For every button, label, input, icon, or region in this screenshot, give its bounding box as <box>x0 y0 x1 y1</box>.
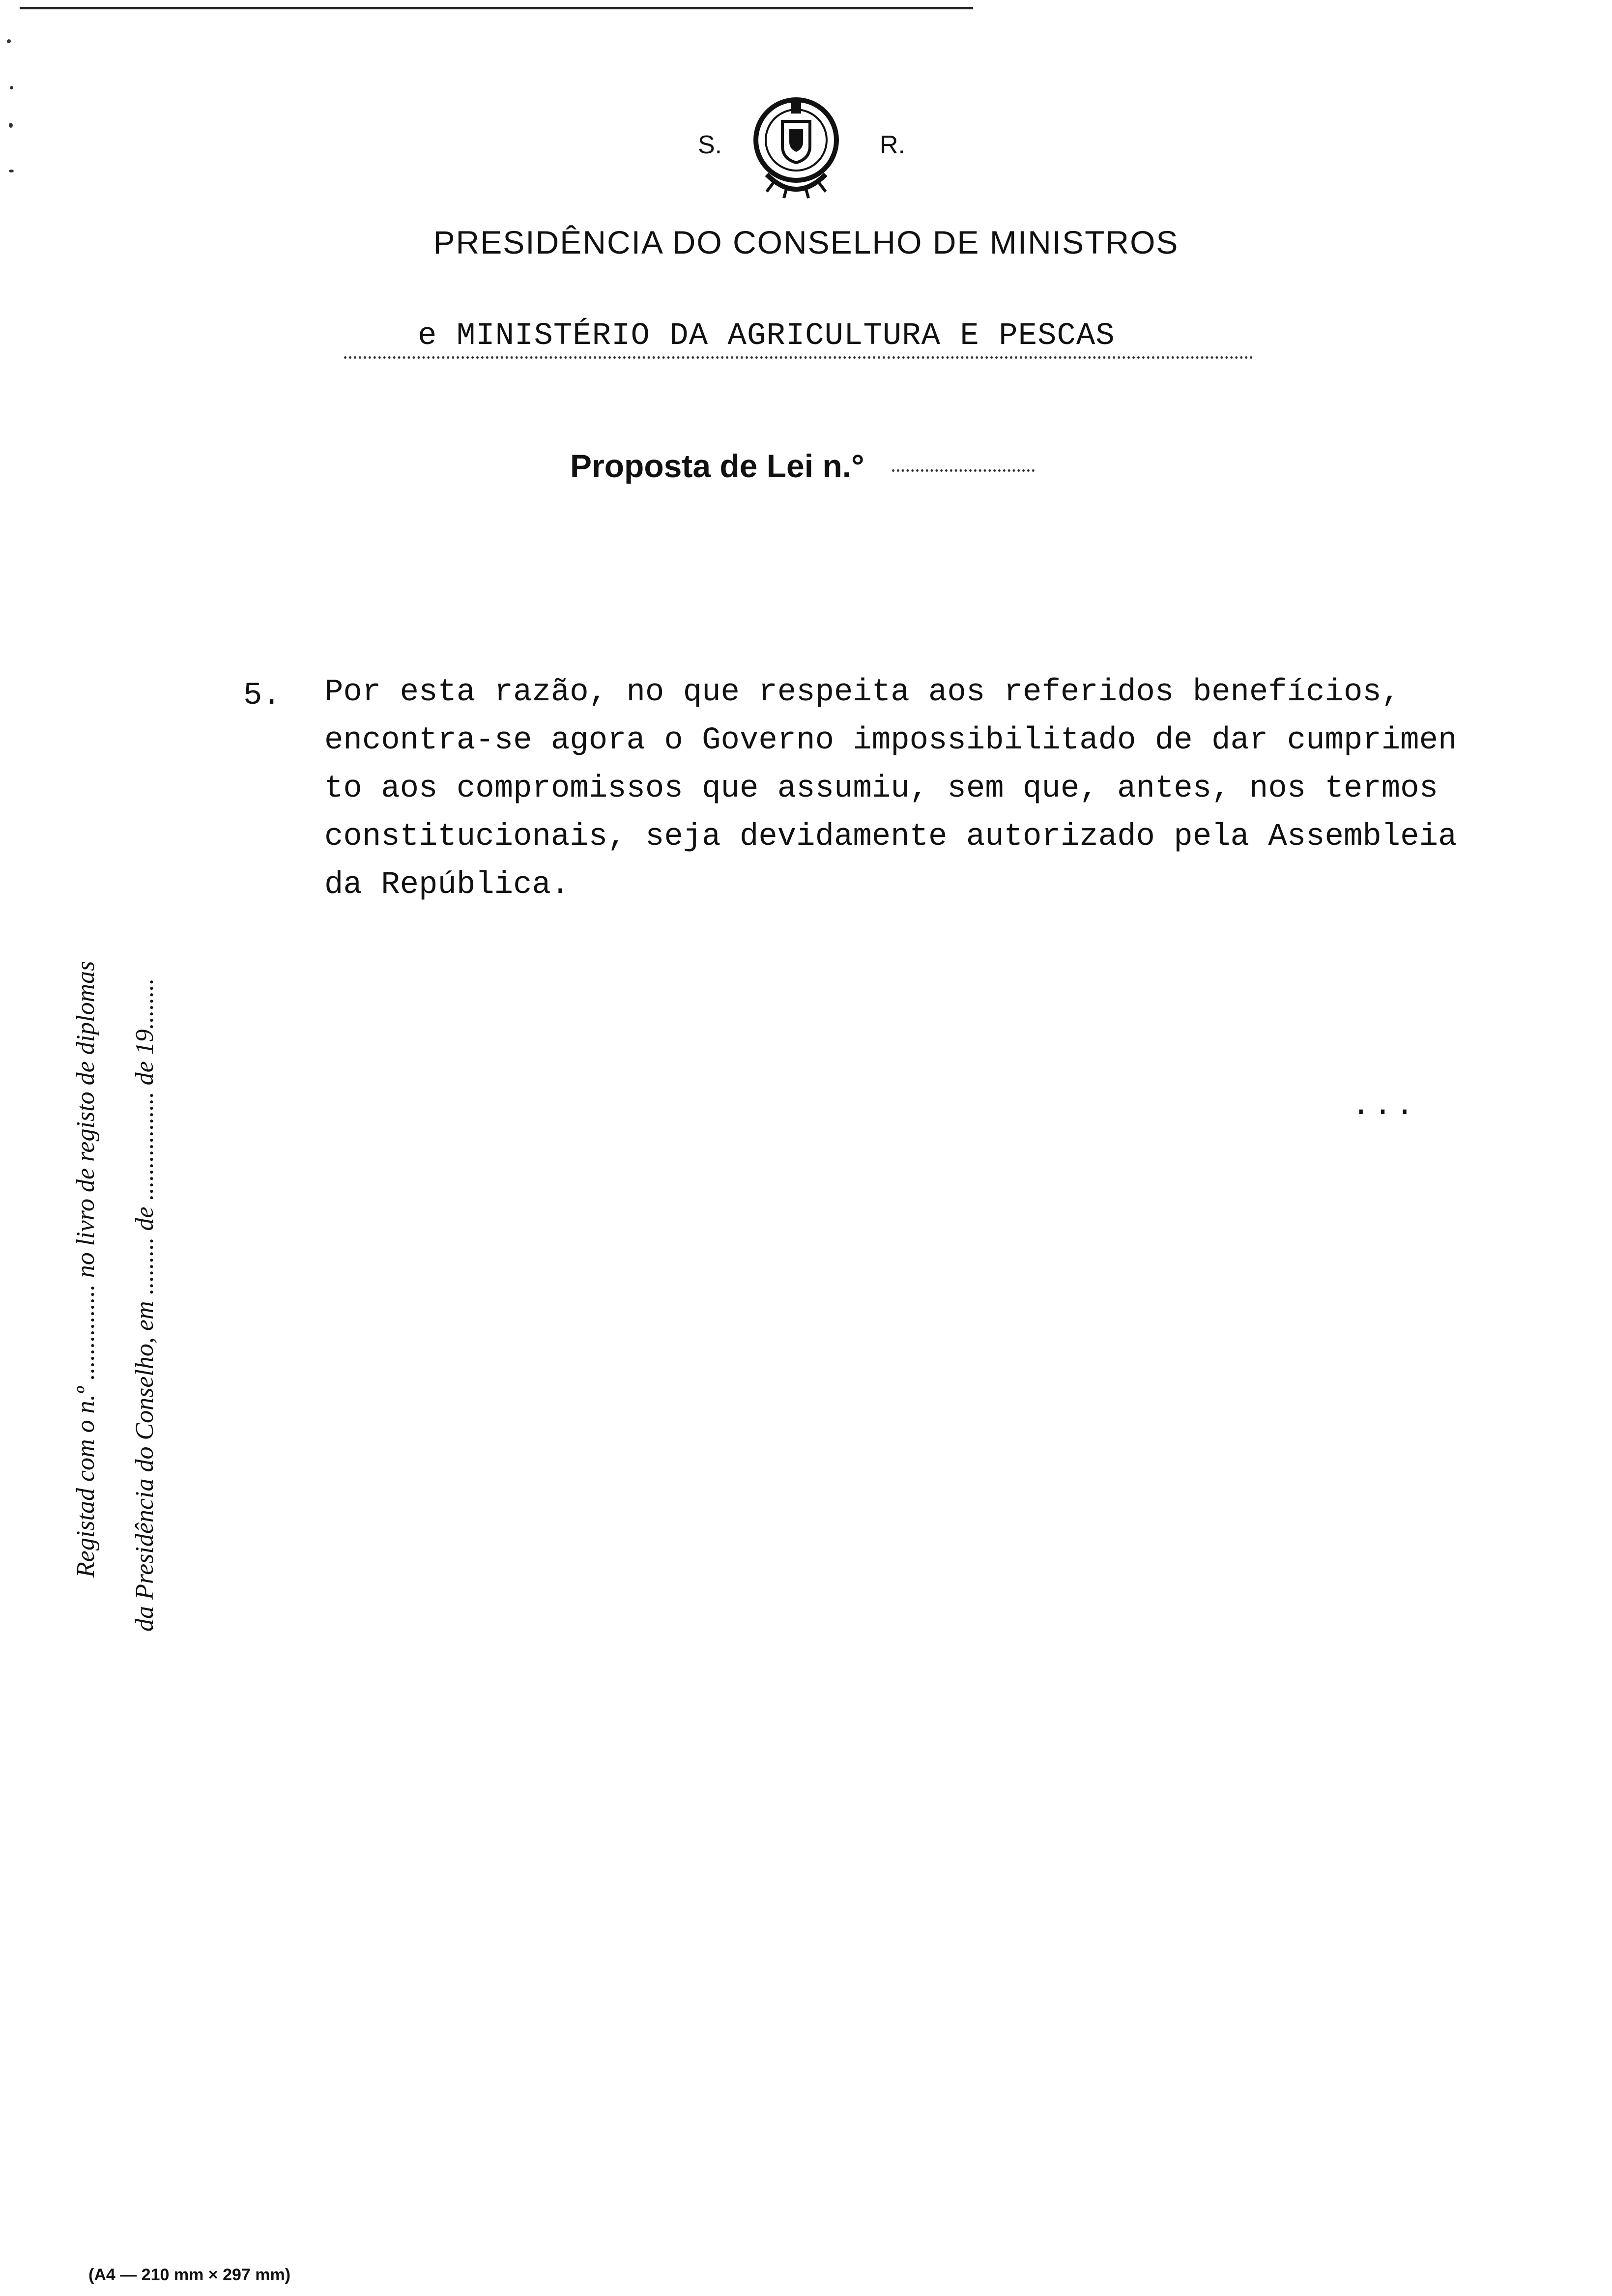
r-label: R. <box>880 131 905 159</box>
continuation-mark: ... <box>1352 1089 1417 1124</box>
coat-of-arms-icon <box>747 91 845 204</box>
scan-speck <box>9 170 14 172</box>
paragraph-line: Por esta razão, no que respeita aos referidos benefícios, <box>324 675 1401 710</box>
paper-size-note: (A4 — 210 mm × 297 mm) <box>88 2266 291 2284</box>
proposta-number-blank <box>892 469 1035 472</box>
margin-registry-line-1: Registad com o n.º ............... no livro de registo de diplomas <box>72 961 100 1578</box>
paragraph-text <box>324 668 1457 909</box>
s-label: S. <box>698 131 722 159</box>
paragraph-line: encontra-se agora o Governo impossibilitado de dar cumprimen <box>324 723 1457 758</box>
paragraph-line: da República. <box>324 867 570 903</box>
scan-speck <box>9 123 13 128</box>
scan-speck <box>7 39 11 43</box>
page-title: PRESIDÊNCIA DO CONSELHO DE MINISTROS <box>433 224 1179 260</box>
paragraph-number: 5. <box>243 678 281 714</box>
paragraph-line: constitucionais, seja devidamente autorizado pela Assembleia <box>324 819 1457 855</box>
top-rule <box>20 7 973 9</box>
ministry-name: e MINISTÉRIO DA AGRICULTURA E PESCAS <box>418 318 1115 354</box>
margin-registry-line-2: da Presidência do Conselho, em ......... de ................. de 19........ <box>131 978 159 1632</box>
proposta-label: Proposta de Lei n.° <box>570 448 864 484</box>
scan-speck <box>10 86 13 89</box>
paragraph-line: to aos compromissos que assumiu, sem que, antes, nos termos <box>324 771 1438 806</box>
